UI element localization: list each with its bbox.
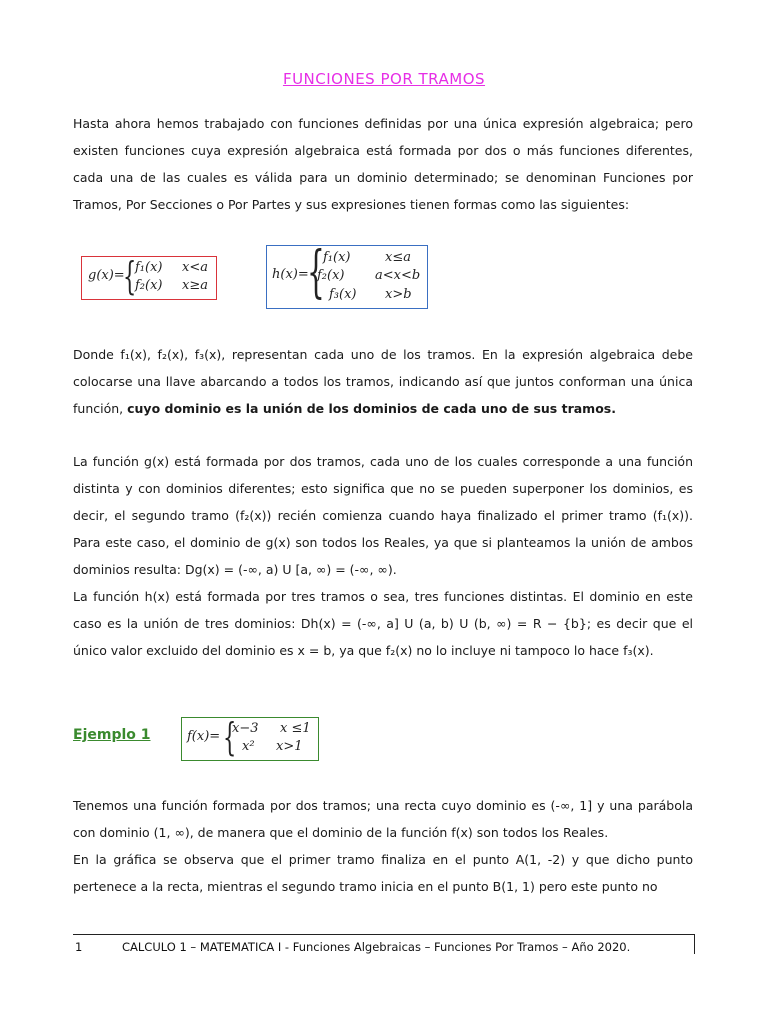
paragraph-h-text: La función h(x) está formada por tres tramos o sea, tres funciones distintas. El dominio en este caso es la unión de tres dominios: Dh(x) = (-∞, a] U (a, b) U (b, ∞) = R − {b}; es decir que el único valor excluido del dominio es x = b, ya que f₂(x) no lo incluye ni tampoco lo hace f₃(x). — [73, 589, 693, 658]
formula-h-row3-cond: x>b — [385, 287, 412, 302]
formula-f-row1-expr: x−3 — [232, 721, 259, 736]
formula-g-row2-expr: f₂(x) — [135, 278, 163, 293]
formula-f-box — [181, 717, 319, 761]
paragraph-tramos-text — [73, 341, 693, 422]
formula-g-row1-cond: x<a — [182, 260, 208, 275]
paragraph-graph-text: En la gráfica se observa que el primer tramo finaliza en el punto A(1, -2) y que dicho punto pertenece a la recta, mientras el segundo tramo inicia en el punto B(1, 1) pero este punto no — [73, 852, 693, 894]
intro-text: Hasta ahora hemos trabajado con funciones definidas por una única expresión algebraica; pero existen funciones cuya expresión algebraica está formada por dos o más funciones diferentes, cada una de las cuales es válida para un dominio determinado; se denominan Funciones por Tramos, Por Secciones o Por Partes y sus expresiones tienen formas como las siguientes: — [73, 116, 693, 212]
tramos-bold-text: cuyo dominio es la unión de los dominios de cada uno de sus tramos. — [127, 401, 616, 416]
footer-divider-vertical — [694, 934, 695, 954]
formula-f-row2-expr: x² — [242, 739, 255, 754]
formula-g-box — [81, 256, 217, 300]
brace-icon: { — [307, 240, 325, 305]
example-1-label: Ejemplo 1 — [73, 727, 151, 743]
formula-h-row1-cond: x≤a — [385, 250, 411, 265]
formula-h-lhs: h(x)= — [272, 267, 309, 282]
formula-g-row2-cond: x≥a — [182, 278, 208, 293]
paragraph-example — [73, 792, 693, 900]
formula-h-row2-cond: a<x<b — [375, 268, 421, 283]
formula-h-row3-expr: f₃(x) — [329, 287, 357, 302]
paragraph-g-text: La función g(x) está formada por dos tramos, cada uno de los cuales corresponde a una función distinta y con dominios diferentes; esto significa que no se pueden superponer los dominios, es decir, el segundo tramo (f₂(x)) recién comienza cuando haya finalizado el primer tramo (f₁(x)). Para este caso, el dominio de g(x) son todos los Reales, ya que si planteamos la unión de ambos dominios resulta: Dg(x) = (-∞, a) U [a, ∞) = (-∞, ∞). — [73, 454, 693, 577]
paragraph-example-text: Tenemos una función formada por dos tramos; una recta cuyo dominio es (-∞, 1] y una parábola con dominio (1, ∞), de manera que el dominio de la función f(x) son todos los Reales. — [73, 798, 693, 840]
paragraph-tramos — [73, 341, 693, 422]
intro-paragraph — [73, 110, 693, 218]
footer-text: CALCULO 1 – MATEMATICA I - Funciones Algebraicas – Funciones Por Tramos – Año 2020. — [122, 940, 631, 954]
brace-icon: { — [223, 715, 237, 759]
formula-f-row2-cond: x>1 — [276, 739, 303, 754]
paragraph-g — [73, 448, 693, 664]
formula-g-row1-expr: f₁(x) — [135, 260, 163, 275]
page-title: FUNCIONES POR TRAMOS — [282, 70, 486, 88]
tramos-normal-text: Donde f₁(x), f₂(x), f₃(x), representan cada uno de los tramos. En la expresión algebraica debe colocarse una llave abarcando a todos los tramos, indicando así que juntos conforman una única función, — [73, 347, 693, 416]
formula-f-row1-cond: x ≤1 — [280, 721, 311, 736]
formula-f-lhs: f(x)= — [187, 729, 221, 744]
formula-h-row2-expr: f₂(x) — [317, 268, 345, 283]
page-number: 1 — [75, 940, 83, 954]
footer-divider — [73, 934, 695, 935]
brace-icon: { — [123, 254, 137, 298]
formula-h-row1-expr: f₁(x) — [323, 250, 351, 265]
formula-h-box — [266, 240, 428, 309]
formula-g-lhs: g(x)= — [88, 268, 125, 283]
